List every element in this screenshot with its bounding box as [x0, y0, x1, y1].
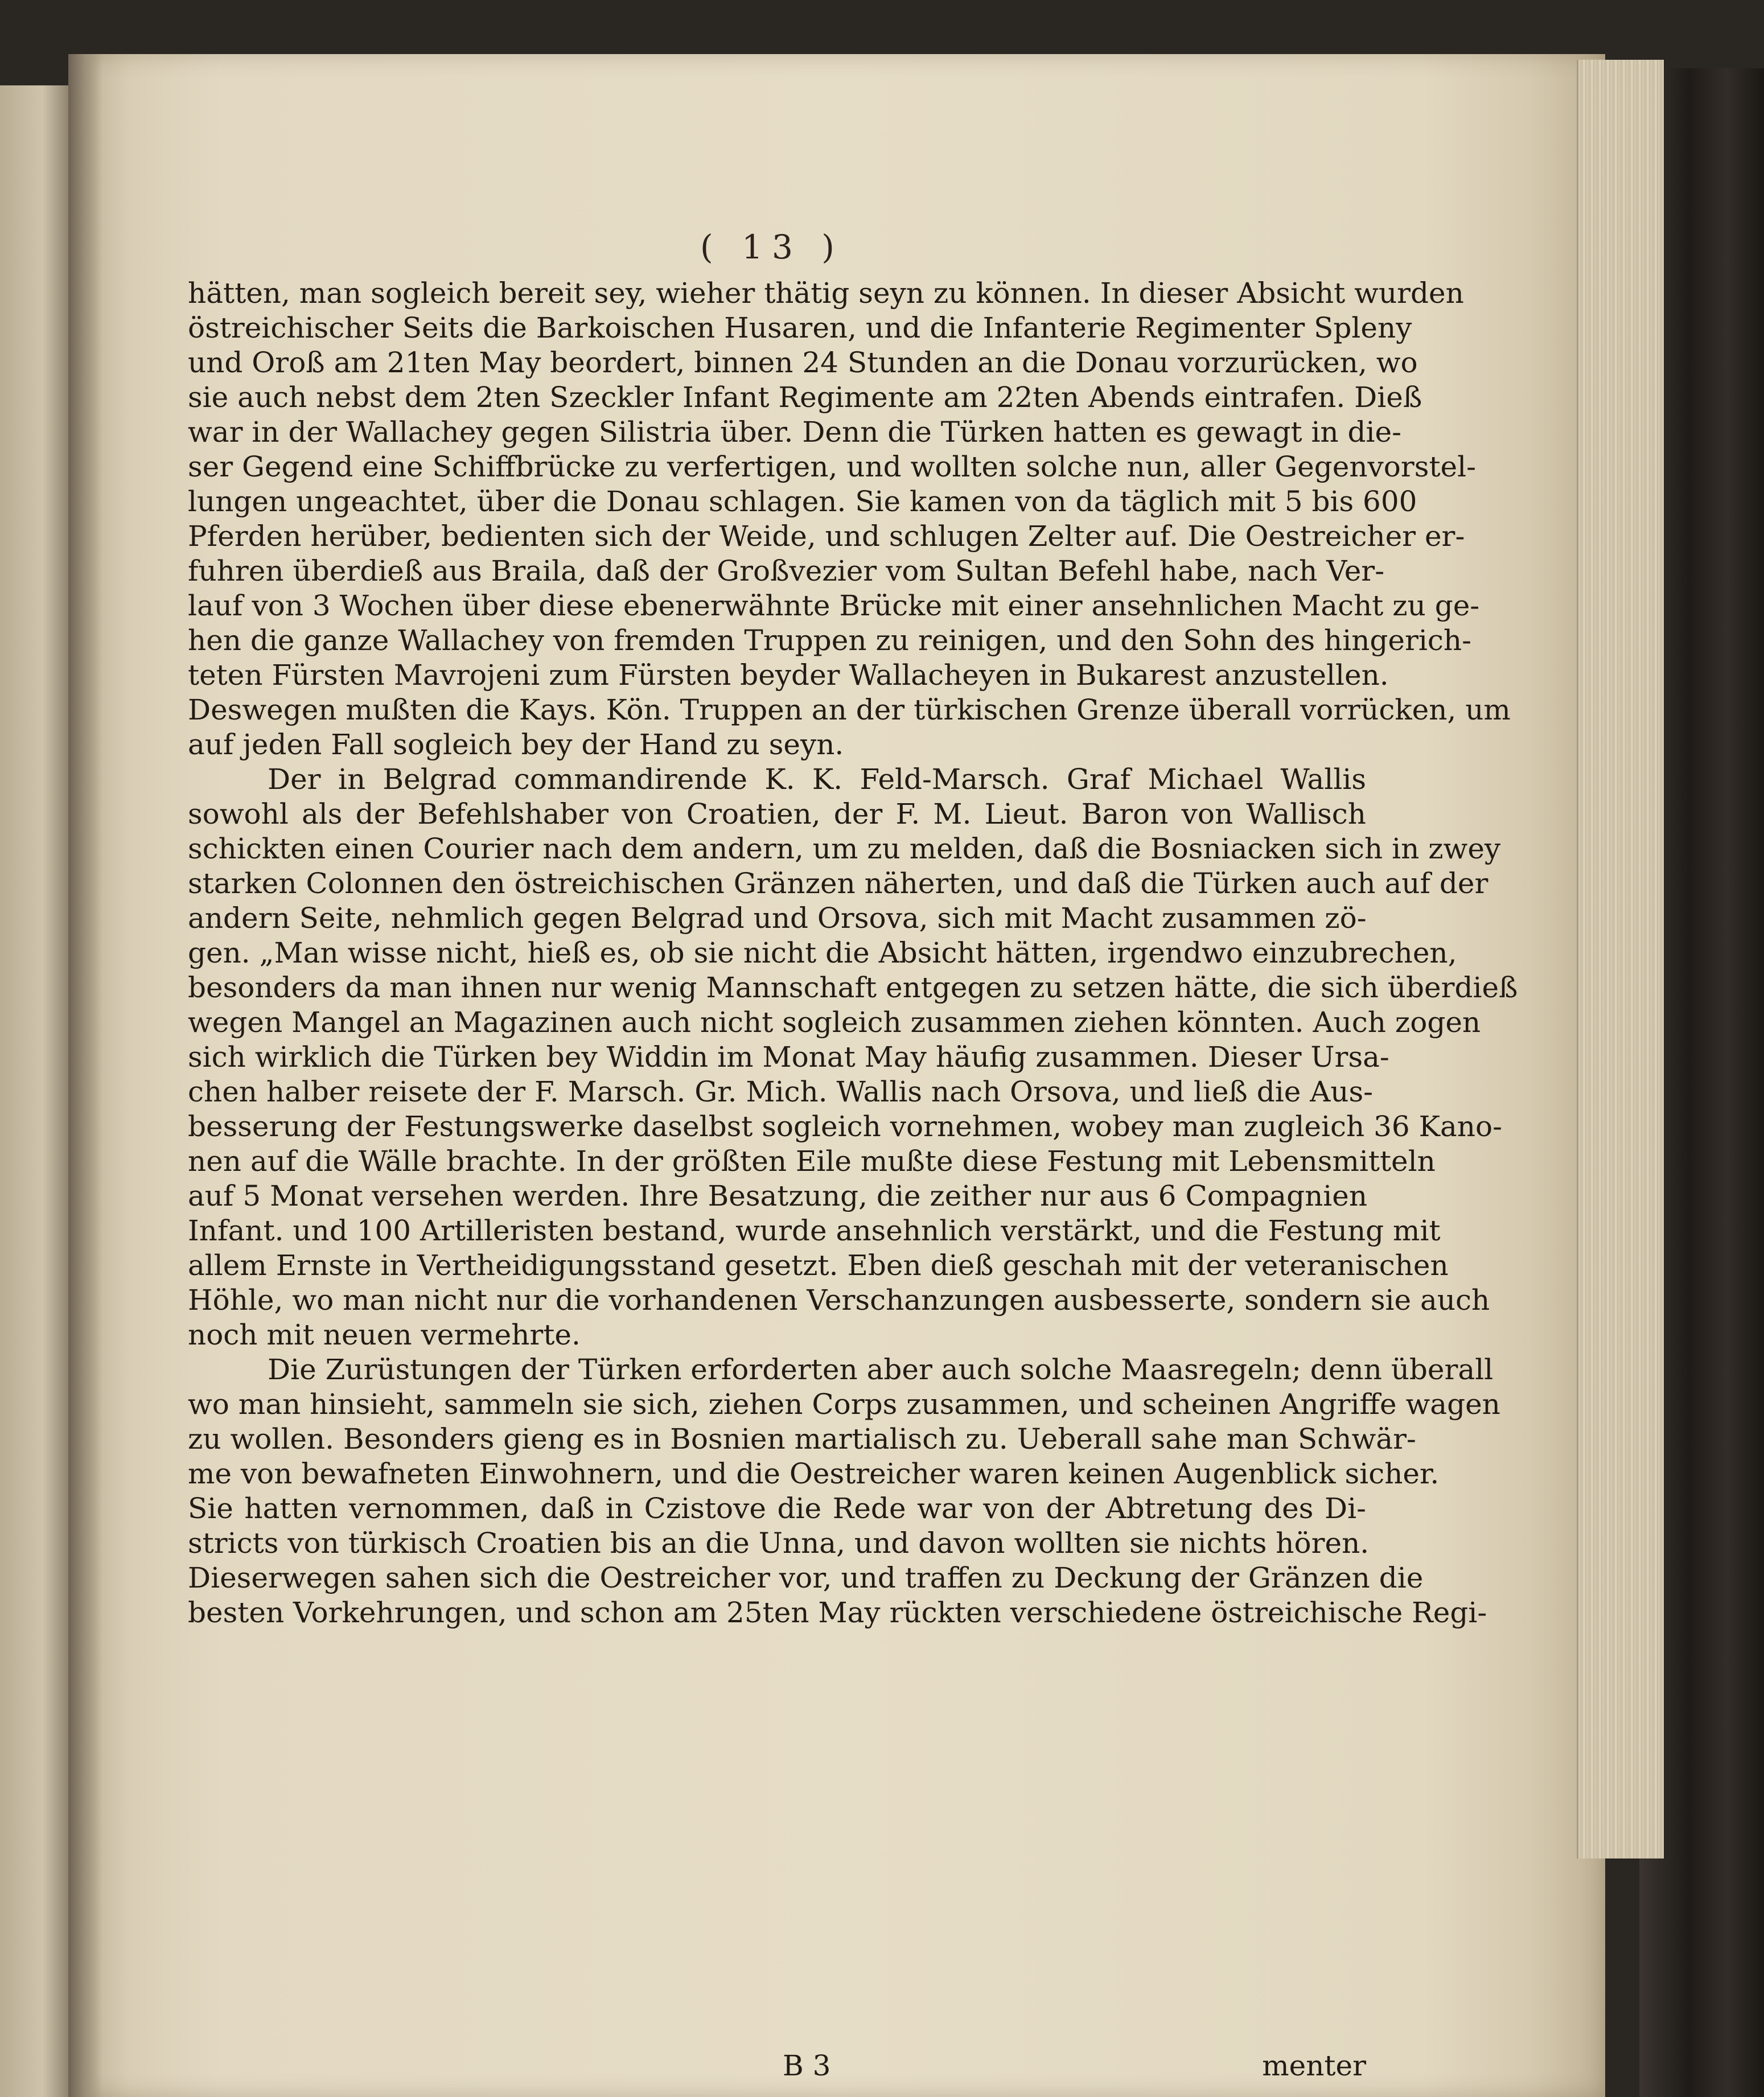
signature-mark: B 3: [783, 2049, 831, 2082]
text-line: Infant. und 100 Artilleristen bestand, wurde ansehnlich verstärkt, und die Festung mit: [188, 1214, 1441, 1247]
text-line: gen. „Man wisse nicht, hieß es, ob sie nicht die Absicht hätten, irgendwo einzubrechen,: [188, 936, 1457, 969]
text-line: war in der Wallachey gegen Silistria über. Denn die Türken hatten es gewagt in die-: [188, 416, 1402, 449]
text-line: auf jeden Fall sogleich bey der Hand zu seyn.: [188, 728, 844, 761]
catchword: menter: [1262, 2049, 1366, 2082]
text-line: allem Ernste in Vertheidigungsstand gesetzt. Eben dieß geschah mit der veteranischen: [188, 1249, 1449, 1282]
text-line: wo man hinsieht, sammeln sie sich, ziehen Corps zusammen, und scheinen Angriffe wagen: [188, 1388, 1500, 1421]
text-line: noch mit neuen vermehrte.: [188, 1318, 581, 1351]
text-line: wegen Mangel an Magazinen auch nicht sogleich zusammen ziehen könnten. Auch zogen: [188, 1006, 1481, 1039]
page-footer: [188, 2049, 1366, 2083]
text-line: Höhle, wo man nicht nur die vorhandenen Verschanzungen ausbesserte, sondern sie auch: [188, 1284, 1490, 1317]
text-line: stricts von türkisch Croatien bis an die Unna, und davon wollten sie nichts hören.: [188, 1527, 1370, 1560]
page-edges: [1577, 60, 1664, 1858]
text-line: sowohl als der Befehlshaber von Croatien, der F. M. Lieut. Baron von Wallisch: [188, 797, 1366, 830]
paragraph-1: [188, 276, 1511, 762]
text-line: sich wirklich die Türken bey Widdin im Monat May häufig zusammen. Dieser Ursa-: [188, 1041, 1389, 1074]
page-number: ( 13 ): [700, 228, 844, 266]
text-line: Der in Belgrad commandirende K. K. Feld-Marsch. Graf Michael Wallis: [268, 763, 1366, 796]
text-line: besonders da man ihnen nur wenig Mannschaft entgegen zu setzen hätte, die sich überdieß: [188, 971, 1518, 1004]
page-gutter: [68, 54, 102, 2097]
left-page-edge: [0, 85, 77, 2097]
text-line: auf 5 Monat versehen werden. Ihre Besatzung, die zeither nur aus 6 Compagnien: [188, 1179, 1368, 1212]
text-line: besten Vorkehrungen, und schon am 25ten May rückten verschiedene östreichische Regi-: [188, 1596, 1487, 1629]
text-line: lungen ungeachtet, über die Donau schlagen. Sie kamen von da täglich mit 5 bis 600: [188, 485, 1417, 518]
text-line: ser Gegend eine Schiffbrücke zu verfertigen, und wollten solche nun, aller Gegenvorstel-: [188, 450, 1477, 483]
text-line: andern Seite, nehmlich gegen Belgrad und Orsova, sich mit Macht zusammen zö-: [188, 902, 1367, 935]
text-line: me von bewafneten Einwohnern, und die Oestreicher waren keinen Augenblick sicher.: [188, 1457, 1440, 1490]
text-line: Pferden herüber, bedienten sich der Weide, und schlugen Zelter auf. Die Oestreicher er-: [188, 520, 1465, 553]
text-line: Die Zurüstungen der Türken erforderten aber auch solche Maasregeln; denn überall: [268, 1353, 1494, 1386]
text-line: östreichischer Seits die Barkoischen Husaren, und die Infanterie Regimenter Spleny: [188, 311, 1412, 344]
paragraph-2: [188, 762, 1518, 1352]
paragraph-3: [188, 1352, 1500, 1630]
text-line: lauf von 3 Wochen über diese ebenerwähnte Brücke mit einer ansehnlichen Macht zu ge-: [188, 589, 1480, 622]
text-line: fuhren überdieß aus Braila, daß der Großvezier vom Sultan Befehl habe, nach Ver-: [188, 554, 1385, 587]
text-line: sie auch nebst dem 2ten Szeckler Infant Regimente am 22ten Abends eintrafen. Dieß: [188, 381, 1422, 414]
text-line: hätten, man sogleich bereit sey, wieher thätig seyn zu können. In dieser Absicht wurden: [188, 277, 1464, 310]
text-line: starken Colonnen den östreichischen Gränzen näherten, und daß die Türken auch auf der: [188, 867, 1488, 900]
text-line: schickten einen Courier nach dem andern, um zu melden, daß die Bosniacken sich in zwey: [188, 832, 1501, 865]
text-line: nen auf die Wälle brachte. In der größten Eile mußte diese Festung mit Lebensmitteln: [188, 1145, 1436, 1178]
text-line: Sie hatten vernommen, daß in Czistove die Rede war von der Abtretung des Di-: [188, 1492, 1366, 1525]
text-line: hen die ganze Wallachey von fremden Truppen zu reinigen, und den Sohn des hingerich-: [188, 624, 1471, 657]
text-line: besserung der Festungswerke daselbst sogleich vornehmen, wobey man zugleich 36 Kano-: [188, 1110, 1502, 1143]
page-body: [188, 276, 1518, 1630]
text-line: Deswegen mußten die Kays. Kön. Truppen an der türkischen Grenze überall vorrücken, um: [188, 693, 1511, 726]
text-line: teten Fürsten Mavrojeni zum Fürsten beyder Wallacheyen in Bukarest anzustellen.: [188, 659, 1389, 692]
text-line: zu wollen. Besonders gieng es in Bosnien martialisch zu. Ueberall sahe man Schwär-: [188, 1422, 1416, 1455]
text-line: chen halber reisete der F. Marsch. Gr. Mich. Wallis nach Orsova, und ließ die Aus-: [188, 1075, 1374, 1108]
text-line: und Oroß am 21ten May beordert, binnen 24 Stunden an die Donau vorzurücken, wo: [188, 346, 1418, 379]
text-line: Dieserwegen sahen sich die Oestreicher vor, und traffen zu Deckung der Gränzen die: [188, 1561, 1424, 1594]
